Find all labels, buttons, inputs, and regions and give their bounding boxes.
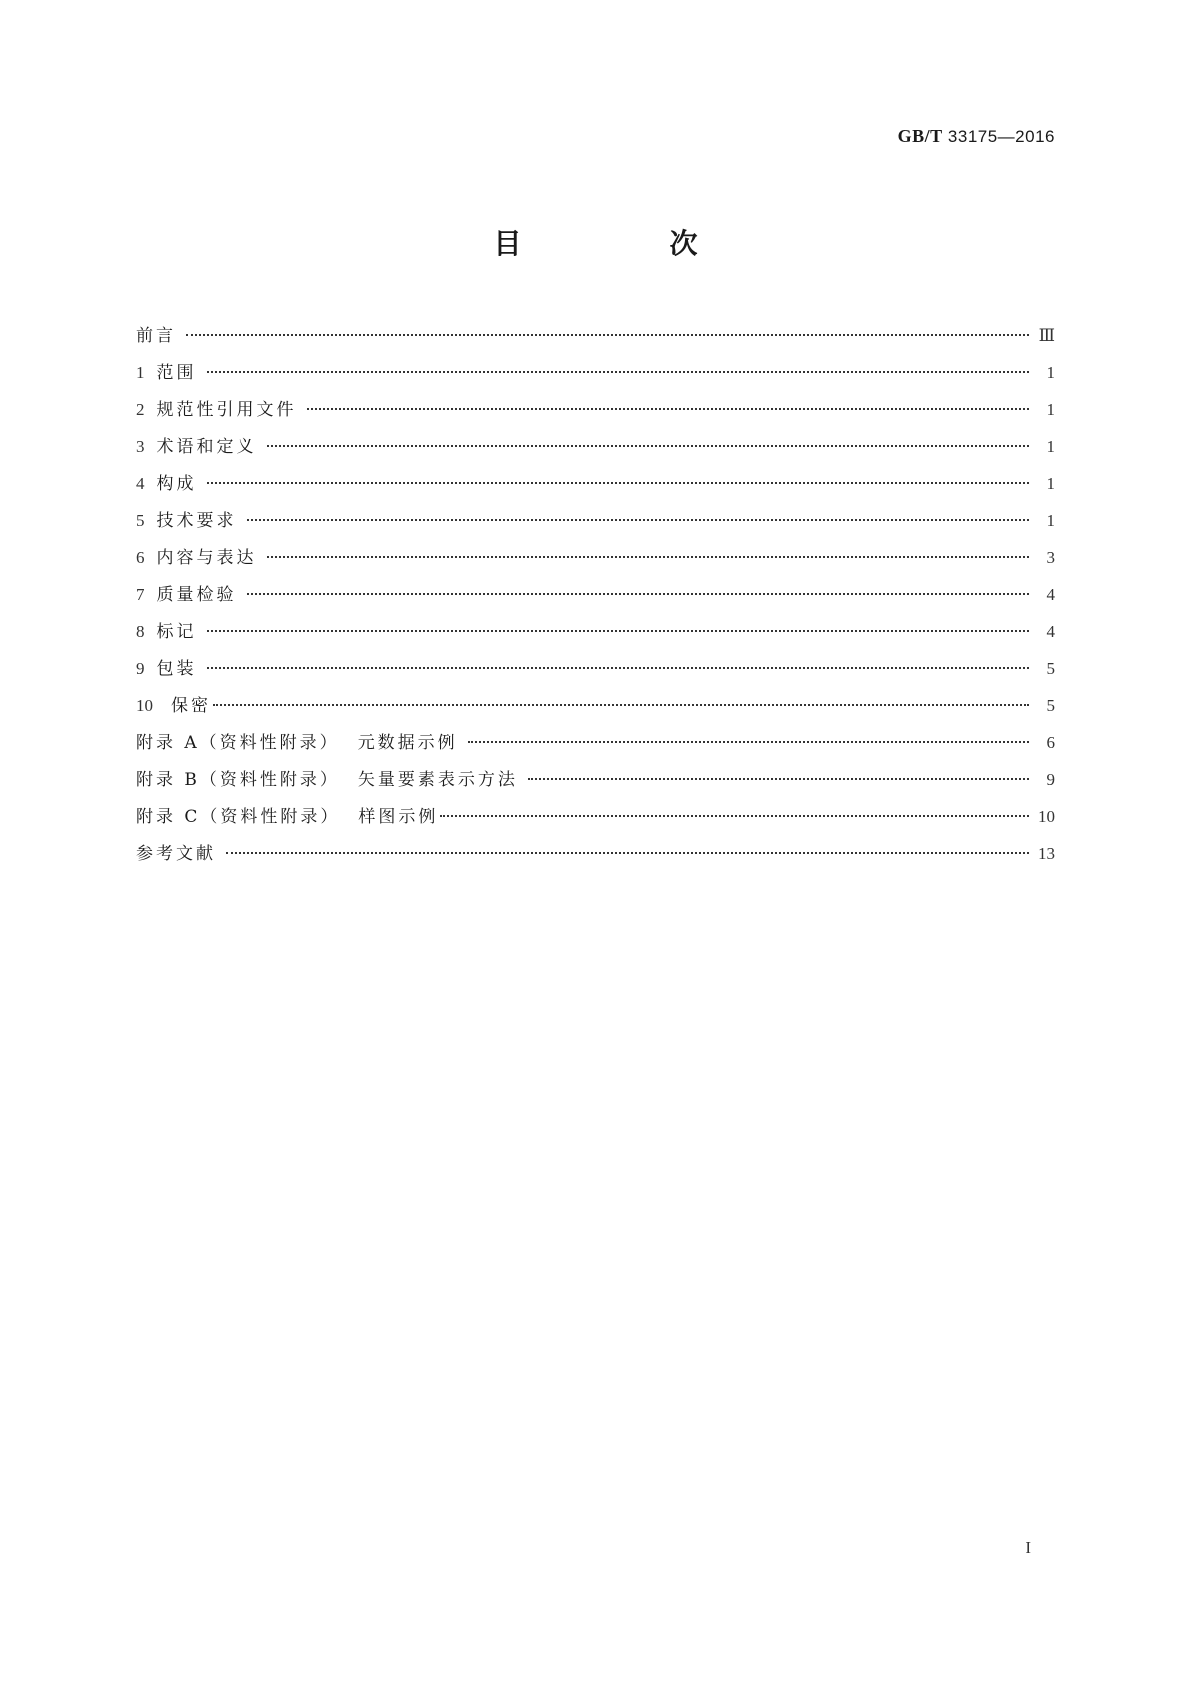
toc-entry-number: 5 bbox=[136, 511, 145, 530]
toc-entry-page: 5 bbox=[1046, 659, 1055, 678]
toc-dot-leader bbox=[247, 593, 1030, 595]
toc-entry-confidentiality[interactable] bbox=[136, 694, 1055, 731]
toc-entry-page: 4 bbox=[1046, 585, 1055, 604]
toc-entry-bibliography[interactable] bbox=[136, 842, 1055, 879]
toc-entry-number: 6 bbox=[136, 548, 145, 567]
toc-dot-leader bbox=[267, 445, 1030, 447]
toc-entry-page: 1 bbox=[1046, 363, 1055, 382]
toc-dot-leader bbox=[207, 482, 1030, 484]
toc-entry-subtitle: 矢量要素表示方法 bbox=[357, 770, 518, 790]
page-number: I bbox=[1025, 1538, 1031, 1557]
toc-dot-leader bbox=[226, 852, 1029, 854]
toc-dot-leader bbox=[207, 630, 1030, 632]
toc-entry-page: 4 bbox=[1046, 622, 1055, 641]
toc-dot-leader bbox=[528, 778, 1029, 780]
toc-dot-leader bbox=[440, 815, 1029, 817]
toc-entry-title: 术语和定义 bbox=[156, 437, 257, 457]
toc-entry-marking[interactable] bbox=[136, 620, 1055, 657]
toc-entry-title: 构成 bbox=[156, 474, 197, 494]
toc-entry-number: 9 bbox=[136, 659, 145, 678]
toc-entry-title: 规范性引用文件 bbox=[156, 400, 297, 420]
toc-dot-leader bbox=[307, 408, 1030, 410]
toc-entry-title: 附录 B（资料性附录） bbox=[136, 770, 340, 790]
toc-entry-packaging[interactable] bbox=[136, 657, 1055, 694]
toc-entry-composition[interactable] bbox=[136, 472, 1055, 509]
toc-entry-content-expression[interactable] bbox=[136, 546, 1055, 583]
toc-entry-page: 1 bbox=[1046, 400, 1055, 419]
toc-entry-page: 13 bbox=[1038, 844, 1055, 863]
toc-entry-number: 10 bbox=[136, 696, 153, 715]
toc-entry-page: 1 bbox=[1046, 474, 1055, 493]
toc-entry-page: 5 bbox=[1046, 696, 1055, 715]
standard-code bbox=[898, 126, 1055, 147]
toc-entry-title: 质量检验 bbox=[156, 585, 237, 605]
toc-entry-annex-a[interactable] bbox=[136, 731, 1055, 768]
toc-entry-page: 1 bbox=[1046, 511, 1055, 530]
toc-entry-number: 8 bbox=[136, 622, 145, 641]
toc-dot-leader bbox=[468, 741, 1029, 743]
toc-dot-leader bbox=[207, 371, 1030, 373]
toc-entry-subtitle: 元数据示例 bbox=[357, 733, 458, 753]
toc-entry-page: 9 bbox=[1046, 770, 1055, 789]
toc-dot-leader bbox=[207, 667, 1030, 669]
toc-entry-title: 附录 A（资料性附录） bbox=[136, 733, 340, 753]
toc-entry-page: 6 bbox=[1046, 733, 1055, 752]
toc-entry-title: 附录 C（资料性附录） bbox=[136, 807, 341, 827]
toc-entry-title: 前言 bbox=[136, 326, 176, 346]
toc-entry-title: 技术要求 bbox=[156, 511, 237, 531]
toc-entry-quality-inspection[interactable] bbox=[136, 583, 1055, 620]
page-title: 目 次 bbox=[493, 227, 758, 260]
toc-entry-number: 7 bbox=[136, 585, 145, 604]
toc-entry-number: 2 bbox=[136, 400, 145, 419]
toc-entry-technical-requirements[interactable] bbox=[136, 509, 1055, 546]
toc-entry-page: Ⅲ bbox=[1038, 326, 1055, 345]
toc-dot-leader bbox=[213, 704, 1029, 706]
toc-entry-page: 10 bbox=[1038, 807, 1055, 826]
toc-entry-foreword[interactable] bbox=[136, 324, 1055, 361]
toc-dot-leader bbox=[186, 334, 1029, 336]
toc-entry-page: 3 bbox=[1046, 548, 1055, 567]
toc-entry-subtitle: 样图示例 bbox=[358, 807, 439, 827]
table-of-contents bbox=[136, 324, 1055, 879]
toc-entry-number: 3 bbox=[136, 437, 145, 456]
toc-entry-normative-references[interactable] bbox=[136, 398, 1055, 435]
toc-entry-annex-b[interactable] bbox=[136, 768, 1055, 805]
toc-entry-title: 包装 bbox=[156, 659, 197, 679]
toc-dot-leader bbox=[267, 556, 1030, 558]
toc-entry-number: 4 bbox=[136, 474, 145, 493]
toc-entry-title: 标记 bbox=[156, 622, 197, 642]
toc-entry-title: 保密 bbox=[171, 696, 211, 716]
standard-code-prefix: GB/T bbox=[897, 126, 943, 146]
toc-entry-number: 1 bbox=[136, 363, 145, 382]
toc-dot-leader bbox=[247, 519, 1030, 521]
standard-code-number: 33175—2016 bbox=[947, 127, 1055, 146]
toc-entry-title: 内容与表达 bbox=[156, 548, 257, 568]
toc-entry-title: 参考文献 bbox=[136, 844, 216, 864]
toc-entry-page: 1 bbox=[1046, 437, 1055, 456]
toc-entry-title: 范围 bbox=[156, 363, 197, 383]
toc-entry-annex-c[interactable] bbox=[136, 805, 1055, 842]
toc-entry-terms-definitions[interactable] bbox=[136, 435, 1055, 472]
toc-entry-scope[interactable] bbox=[136, 361, 1055, 398]
